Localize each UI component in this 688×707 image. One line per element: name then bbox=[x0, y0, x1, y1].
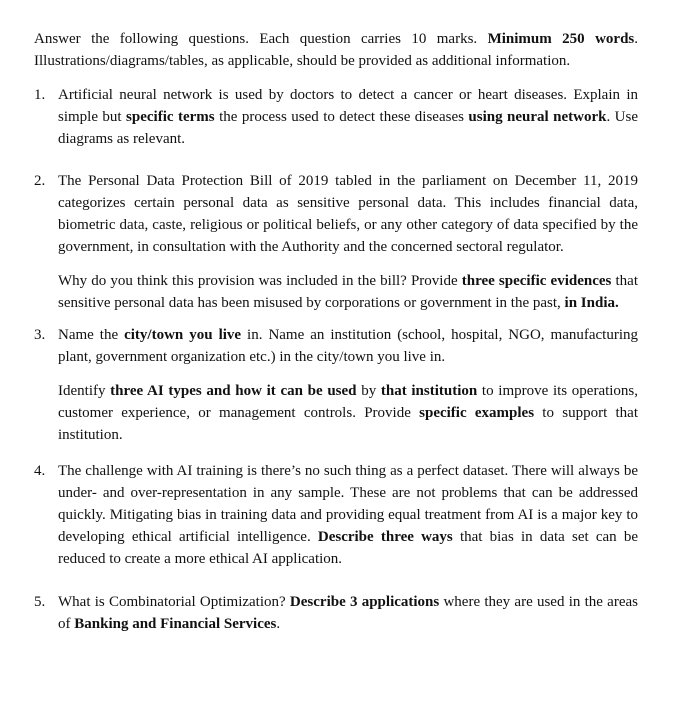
question-2 bbox=[34, 170, 638, 314]
question-3-prompt bbox=[58, 380, 638, 446]
question-1 bbox=[34, 84, 638, 150]
question-emphasis: three AI types and how it can be used bbox=[110, 383, 357, 399]
question-text: by bbox=[356, 383, 381, 399]
question-emphasis: city/town you live bbox=[124, 327, 242, 343]
question-text: Why do you think this provision was included in the bill? Provide bbox=[58, 273, 462, 289]
question-emphasis: three specific evidences bbox=[461, 273, 612, 289]
question-number: 1. bbox=[34, 87, 46, 103]
question-emphasis: using neural network bbox=[468, 109, 607, 125]
question-emphasis: in India. bbox=[564, 295, 619, 311]
question-text: the process used to detect these diseases bbox=[214, 109, 469, 125]
question-text: Artificial neural network is used by doctors to detect a cancer or heart diseases. Explain in simple but bbox=[58, 87, 638, 125]
instructions-paragraph bbox=[34, 28, 638, 72]
question-text: The challenge with AI training is there’s no such thing as a perfect dataset. There will always be under- and over-representation in any sample. These are not problems that can be addressed quickly. Mitigating bias in training data and providing equal treatment from AI is a major key to developing ethical artificial intelligence. bbox=[58, 463, 638, 545]
question-number: 3. bbox=[34, 327, 46, 343]
question-5-text bbox=[58, 591, 638, 635]
question-text: where they are used in the areas of bbox=[58, 594, 638, 632]
question-2-context bbox=[58, 170, 638, 258]
question-1-text bbox=[58, 84, 638, 150]
question-5 bbox=[34, 591, 638, 635]
question-text: that bias in data set can be reduced to create a more ethical AI application. bbox=[58, 529, 638, 567]
question-3 bbox=[34, 324, 638, 446]
question-number: 5. bbox=[34, 594, 46, 610]
question-text: . Use diagrams as relevant. bbox=[58, 109, 639, 147]
instructions-text: . Illustrations/diagrams/tables, as applicable, should be provided as additional information. bbox=[34, 31, 638, 69]
question-text: that sensitive personal data has been misused by corporations or government in the past, bbox=[58, 273, 639, 311]
question-emphasis: that institution bbox=[380, 383, 478, 399]
question-emphasis: Banking and Financial Services bbox=[74, 616, 277, 632]
question-list bbox=[34, 84, 638, 635]
question-number: 4. bbox=[34, 463, 46, 479]
instructions-bold: Minimum 250 words bbox=[487, 31, 635, 47]
question-text: in. Name an institution (school, hospital, NGO, manufacturing plant, government organization etc.) in the city/town you live in. bbox=[58, 327, 638, 365]
question-emphasis: specific terms bbox=[126, 109, 215, 125]
question-4-text bbox=[58, 460, 638, 570]
question-number: 2. bbox=[34, 173, 46, 189]
question-text: The Personal Data Protection Bill of 2019 tabled in the parliament on December 11, 2019 categorizes certain personal data as sensitive personal data. This includes financial data, biometric data, caste, religious or political beliefs, or any other category of data specified by the government, in consultation with the Authority and the concerned sectoral regulator. bbox=[58, 173, 638, 255]
question-3-context bbox=[58, 324, 638, 368]
question-text: . bbox=[276, 616, 281, 632]
question-emphasis: specific examples bbox=[419, 405, 535, 421]
question-text: Name the bbox=[58, 327, 125, 343]
question-text: What is Combinatorial Optimization? bbox=[58, 594, 290, 610]
instructions-text: Answer the following questions. Each question carries 10 marks. bbox=[34, 31, 488, 47]
question-text: to support that institution. bbox=[58, 405, 638, 443]
question-4 bbox=[34, 460, 638, 570]
question-2-prompt bbox=[58, 270, 638, 314]
question-text: Identify bbox=[58, 383, 111, 399]
question-emphasis: Describe three ways bbox=[317, 529, 453, 545]
question-text: to improve its operations, customer experience, or management controls. Provide bbox=[58, 383, 639, 421]
question-emphasis: Describe 3 applications bbox=[289, 594, 440, 610]
